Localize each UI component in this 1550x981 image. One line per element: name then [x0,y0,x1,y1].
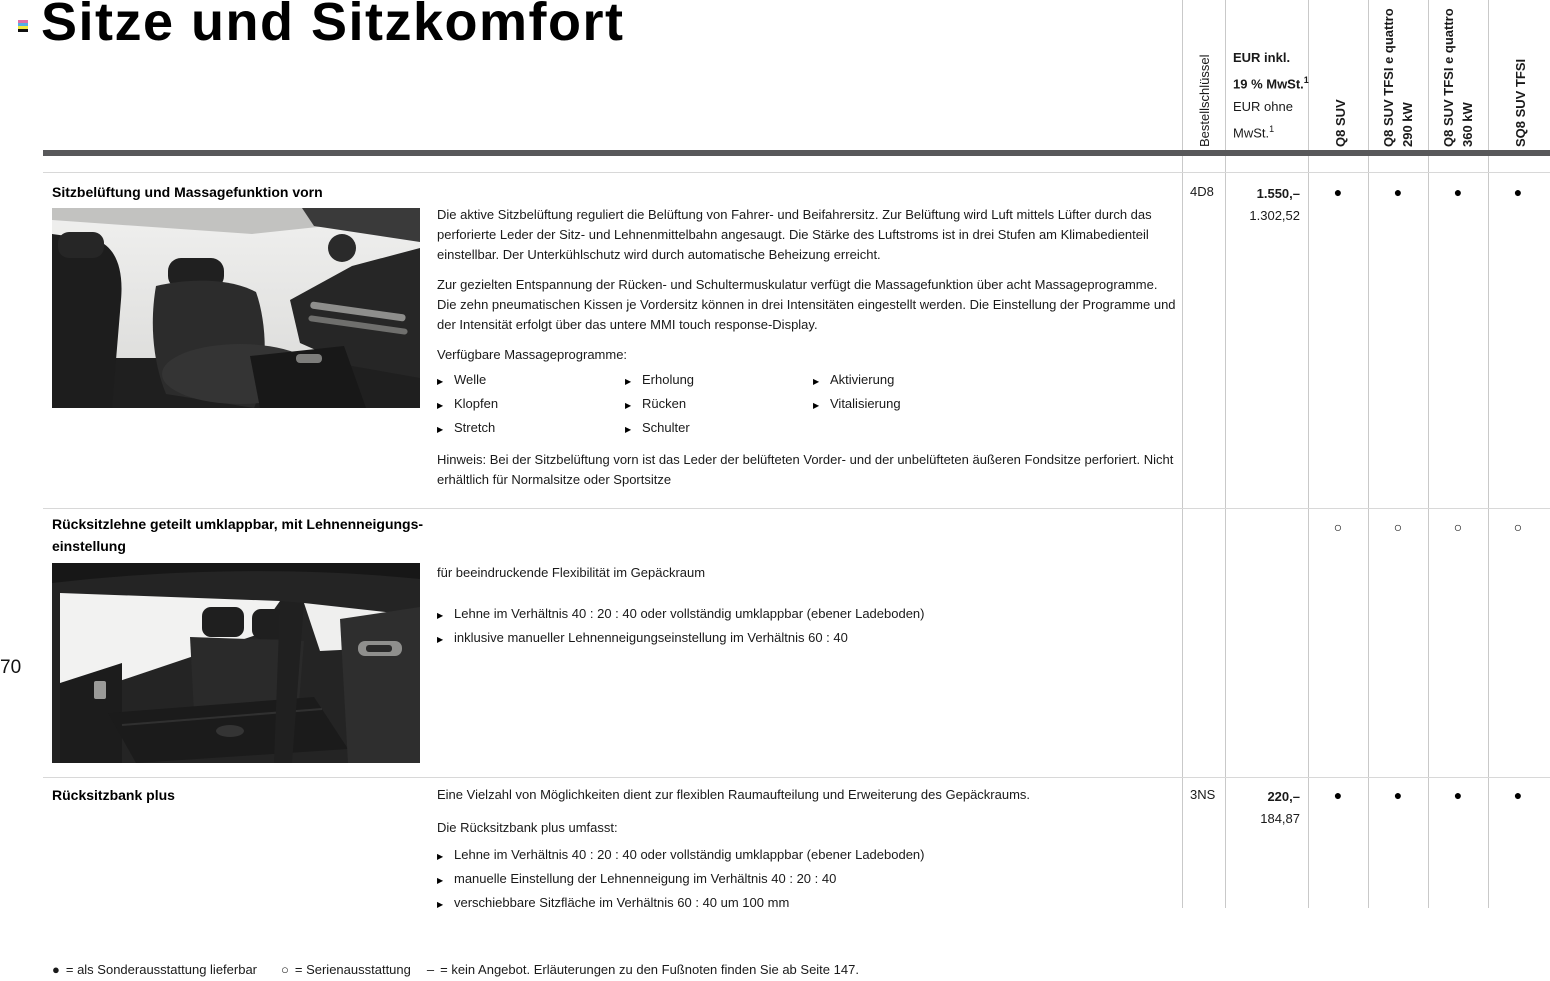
availability-dot: ● [1393,787,1403,803]
feature-label: Lehne im Verhältnis 40 : 20 : 40 oder vollständig umklappbar (ebener Ladeboden) [454,847,925,862]
column-divider [1428,0,1429,908]
bullet-triangle-icon: ▶ [437,611,444,620]
list-item [813,393,1001,417]
title-line: einstellung [52,538,126,554]
list-item [625,369,813,393]
bullet-triangle-icon: ▶ [437,377,444,386]
option-title-ruecksitzbank-plus: Rücksitzbank plus [52,787,175,803]
legend-text: = als Sonderausstattung lieferbar [65,962,258,977]
column-header-label: SQ8 SUV TFSI [1513,58,1528,147]
filled-dot-icon: ● [52,962,60,977]
bullet-triangle-icon: ▶ [813,401,820,410]
paragraph: Eine Vielzahl von Möglichkeiten dient zur flexiblen Raumaufteilung und Erweiterung des Gepäckraums. [437,787,1031,802]
feature-label: Lehne im Verhältnis 40 : 20 : 40 oder vollständig umklappbar (ebener Ladeboden) [454,606,925,621]
legend [52,962,859,977]
column-divider [1368,0,1369,908]
column-header-bestellschluessel [1195,0,1214,147]
header-rule-dark [43,150,1550,156]
column-divider [1182,0,1183,908]
list-item [625,393,813,417]
program-label: Erholung [642,372,695,387]
bullet-triangle-icon: ▶ [625,401,632,410]
bullet-triangle-icon: ▶ [437,876,444,885]
column-header-label: 360 kW [1460,102,1475,147]
list-item [437,868,1179,892]
program-label: Schulter [642,420,690,435]
column-header-q8-suv [1331,0,1350,147]
paragraph: für beeindruckende Flexibilität im Gepäckraum [437,565,706,580]
column-divider [1225,0,1226,908]
bullet-triangle-icon: ▶ [625,377,632,386]
availability-dot: ● [1333,787,1343,803]
price-cell [1228,183,1300,227]
availability-dot: ○ [1393,519,1403,535]
price-header-line: EUR ohne [1233,99,1293,115]
price-header-line: EUR inkl. [1233,50,1291,65]
option-title-ruecksitzlehne [52,513,423,557]
availability-dot: ○ [1333,519,1343,535]
program-label: Vitalisierung [830,396,901,411]
feature-list [437,603,1179,651]
list-item [437,627,1179,651]
option-description [437,785,1179,916]
legend-text: = Serienausstattung [294,962,411,977]
bullet-triangle-icon: ▶ [437,401,444,410]
regmark-stripe [18,29,28,32]
legend-text: = kein Angebot. Erläuterungen zu den Fußnoten finden Sie ab Seite 147. [440,962,859,977]
page-number: 70 [0,657,22,678]
paragraph: Zur gezielten Entspannung der Rücken- und Schultermuskulatur verfügt die Massagefunktion über acht Massageprogramme. Die zehn pneumatischen Kissen je Vordersitz können in drei Intensitäten eingestellt werden. Die Einstellung der Programme und der Intensität erfolgt über das untere MMI touch response-Display. [437,277,1176,332]
program-column [625,369,813,441]
column-header-q8-tfsi-360 [1439,0,1477,147]
column-header-label: 290 kW [1400,102,1415,147]
availability-dot: ● [1513,184,1523,200]
list-intro: Die Rücksitzbank plus umfasst: [437,820,618,835]
column-header-label: Q8 SUV TFSI e quattro [1441,8,1456,147]
program-label: Klopfen [454,396,499,411]
row-divider [43,172,1550,173]
open-circle-icon: ○ [281,962,289,977]
feature-label: manuelle Einstellung der Lehnenneigung im Verhältnis 40 : 20 : 40 [454,871,837,886]
price-header-line: MwSt.$^1$ [1233,124,1275,141]
program-label: Welle [454,372,487,387]
list-item [437,369,625,393]
program-label: Aktivierung [830,372,895,387]
price-incl: 1.550,– [1256,186,1300,201]
option-title-sitzbelueftung: Sitzbelüftung und Massagefunktion vorn [52,184,323,200]
column-header-sq8 [1511,0,1530,147]
bullet-triangle-icon: ▶ [437,425,444,434]
bullet-triangle-icon: ▶ [813,377,820,386]
program-column [813,369,1001,441]
availability-dot: ● [1453,184,1463,200]
price-header-line: 19 % MwSt.$^1$ [1233,75,1309,92]
list-item [437,892,1179,916]
color-registration-mark [18,20,28,33]
order-code: 4D8 [1190,184,1214,199]
row-divider [43,508,1550,509]
list-item [625,417,813,441]
title-line: Rücksitzlehne geteilt umklappbar, mit Lehnenneigungs- [52,516,424,532]
order-code: 3NS [1190,787,1216,802]
option-description [437,563,1179,651]
column-header-q8-tfsi-290 [1379,0,1417,147]
note: Hinweis: Bei der Sitzbelüftung vorn ist das Leder der belüfteten Vorder- und der unbelüfteten äußeren Fondsitze perforiert. Nicht erhältlich für Normalsitze oder Sportsitze [437,452,1174,487]
list-intro: Verfügbare Massageprogramme: [437,347,628,362]
bullet-triangle-icon: ▶ [437,900,444,909]
front-seats-image [52,208,420,408]
price-cell [1228,786,1300,830]
column-header-label: Bestellschlüssel [1197,54,1212,147]
price-incl: 220,– [1267,789,1300,804]
availability-dot: ● [1393,184,1403,200]
program-label: Rücken [642,396,687,411]
feature-label: verschiebbare Sitzfläche im Verhältnis 60 : 40 um 100 mm [454,895,790,910]
column-divider [1488,0,1489,908]
availability-dot: ○ [1453,519,1463,535]
availability-dot: ● [1333,184,1343,200]
paragraph: Die aktive Sitzbelüftung reguliert die Belüftung von Fahrer- und Beifahrersitz. Zur Belüftung wird Luft mittels Lüfter durch das perforierte Leder der Sitz- und Lehnenmittelbahn angesaugt. Die Stärke des Luftstroms ist in drei Stufen am Klimabedienteil einstellbar. Der Unterkühlschutz wird durch automatische Beheizung erreicht. [437,207,1152,262]
price-excl: 1.302,52 [1249,208,1300,223]
bullet-triangle-icon: ▶ [437,852,444,861]
option-description [437,205,1179,500]
program-column [437,369,625,441]
list-item [437,417,625,441]
column-header-label: Q8 SUV TFSI e quattro [1381,8,1396,147]
availability-dot: ○ [1513,519,1523,535]
availability-dot: ● [1513,787,1523,803]
list-item [437,393,625,417]
price-excl: 184,87 [1260,811,1300,826]
bullet-triangle-icon: ▶ [437,635,444,644]
feature-list [437,844,1179,916]
bullet-triangle-icon: ▶ [625,425,632,434]
list-item [437,603,1179,627]
availability-dot: ● [1453,787,1463,803]
list-item [813,369,1001,393]
list-item [437,844,1179,868]
feature-label: inklusive manueller Lehnenneigungseinstellung im Verhältnis 60 : 40 [454,630,848,645]
column-header-price [1233,46,1309,145]
massage-program-columns [437,369,1179,441]
column-header-label: Q8 SUV [1333,99,1348,147]
program-label: Stretch [454,420,496,435]
row-divider [43,777,1550,778]
page-title: Sitze und Sitzkomfort [41,0,625,52]
dash-icon: – [426,962,435,977]
rear-seats-image [52,563,420,763]
